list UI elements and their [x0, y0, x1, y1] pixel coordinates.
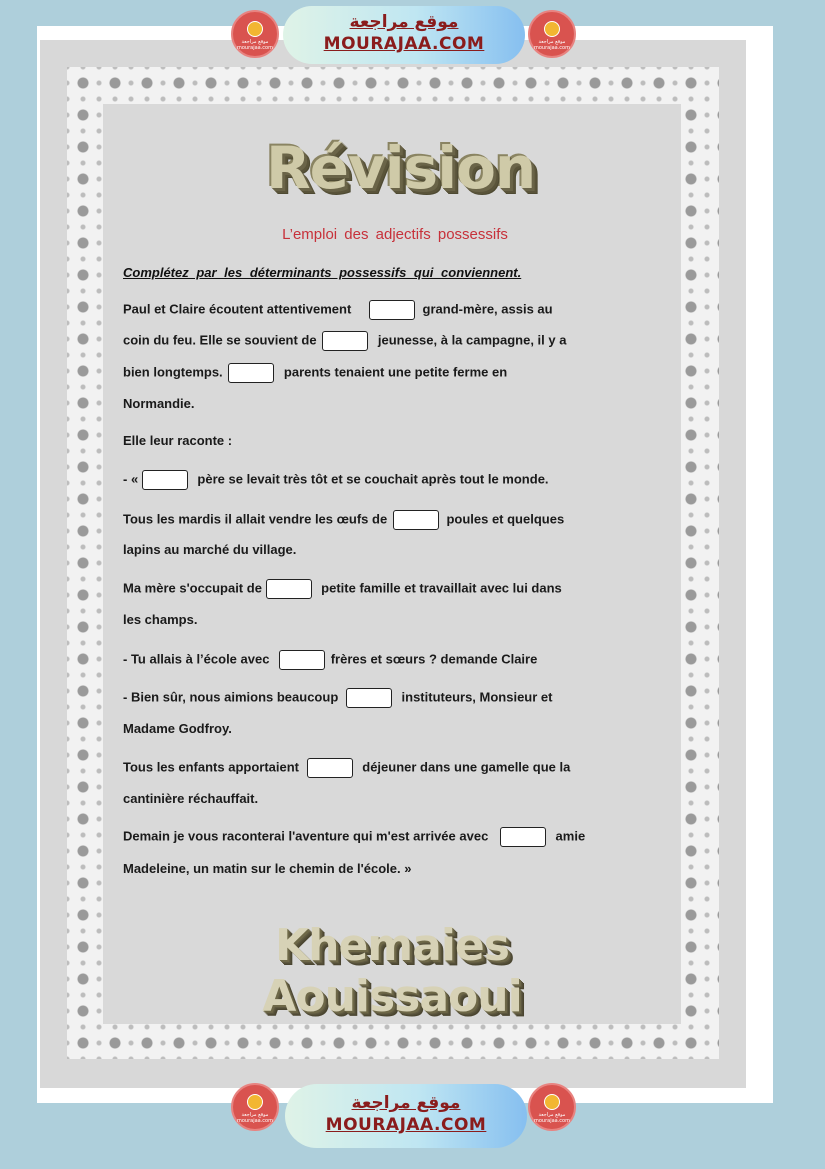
line-text: Ma mère s'occupait de — [123, 580, 262, 596]
exercise-line — [123, 432, 232, 450]
line-text: Tous les enfants apportaient — [123, 759, 300, 775]
answer-blank[interactable] — [500, 827, 546, 847]
author-signature: Khemaies Aouissaoui — [262, 920, 522, 1022]
line-text: Tous les mardis il allait vendre les œufs de — [123, 511, 388, 527]
line-text: les champs. — [123, 612, 198, 627]
exercise-line — [123, 470, 549, 490]
line-text: parents tenaient une petite ferme en — [283, 364, 508, 380]
line-text: petite famille et travaillait avec lui dans — [321, 580, 562, 596]
line-text: frères et sœurs ? demande Claire — [330, 651, 538, 667]
exercise-line — [123, 395, 195, 413]
logo-icon — [247, 21, 263, 37]
answer-blank[interactable] — [142, 470, 188, 490]
site-logo-left-top[interactable] — [231, 10, 279, 58]
exercise-line — [123, 541, 296, 559]
line-text: instituteurs, Monsieur et — [401, 689, 553, 705]
exercise-line — [123, 688, 552, 708]
line-text: grand-mère, assis au — [422, 301, 553, 317]
line-text: déjeuner dans une gamelle que la — [362, 759, 571, 775]
title-block — [266, 128, 536, 212]
line-text: cantinière réchauffait. — [123, 791, 259, 806]
logo-text-arabic: موقع مراجعة — [241, 39, 269, 45]
exercise-line — [123, 860, 411, 878]
subtitle: L’emploi des adjectifs possessifs — [282, 226, 508, 243]
logo-text-arabic: موقع مراجعة — [538, 39, 566, 45]
logo-icon — [544, 21, 560, 37]
answer-blank[interactable] — [369, 300, 415, 320]
exercise-line — [123, 790, 258, 808]
line-text: - « — [123, 471, 139, 487]
answer-blank[interactable] — [266, 579, 312, 599]
answer-blank[interactable] — [346, 688, 392, 708]
exercise-line — [123, 300, 553, 320]
line-text: jeunesse, à la campagne, il y a — [377, 332, 567, 348]
logo-icon — [247, 1094, 263, 1110]
logo-icon — [544, 1094, 560, 1110]
line-text: coin du feu. Elle se souvient de — [123, 332, 317, 348]
line-text: Demain je vous raconterai l'aventure qui m'est arrivée avec — [123, 828, 489, 844]
page-title: Révision — [266, 134, 536, 202]
line-text: Paul et Claire écoutent attentivement — [123, 301, 352, 317]
answer-blank[interactable] — [393, 510, 439, 530]
line-text: père se levait très tôt et se couchait après tout le monde. — [197, 471, 549, 487]
line-text: amie — [555, 828, 586, 844]
instruction: Complétez par les déterminants possessifs qui conviennent. — [123, 265, 522, 280]
banner-arabic-title: موقع مراجعة — [349, 12, 459, 32]
exercise-line — [123, 510, 564, 530]
site-banner-top[interactable] — [283, 6, 525, 64]
exercise-line — [123, 720, 232, 738]
answer-blank[interactable] — [228, 363, 274, 383]
exercise-line — [123, 758, 570, 778]
exercise-line — [123, 611, 197, 629]
site-logo-right-top[interactable] — [528, 10, 576, 58]
answer-blank[interactable] — [322, 331, 368, 351]
line-text: bien longtemps. — [123, 364, 223, 380]
answer-blank[interactable] — [279, 650, 325, 670]
banner-site-link[interactable]: MOURAJAA.COM — [325, 1115, 487, 1135]
banner-arabic-title: موقع مراجعة — [351, 1093, 461, 1113]
exercise-line — [123, 827, 585, 847]
logo-text-arabic: موقع مراجعة — [241, 1112, 269, 1118]
logo-text-site: mourajaa.com — [236, 1118, 273, 1124]
line-text: lapins au marché du village. — [123, 542, 297, 557]
site-logo-right-bottom[interactable] — [528, 1083, 576, 1131]
exercise-line — [123, 363, 507, 383]
banner-site-link[interactable]: MOURAJAA.COM — [323, 34, 485, 54]
line-text: poules et quelques — [446, 511, 565, 527]
exercise-line — [123, 579, 562, 599]
logo-text-arabic: موقع مراجعة — [538, 1112, 566, 1118]
site-banner-bottom[interactable] — [285, 1084, 527, 1148]
line-text: Normandie. — [123, 396, 195, 411]
line-text: - Bien sûr, nous aimions beaucoup — [123, 689, 339, 705]
logo-text-site: mourajaa.com — [236, 45, 273, 51]
line-text: Madame Godfroy. — [123, 721, 232, 736]
answer-blank[interactable] — [307, 758, 353, 778]
line-text: Elle leur raconte : — [123, 433, 233, 448]
line-text: Madeleine, un matin sur le chemin de l'école. » — [123, 861, 412, 876]
exercise-line — [123, 331, 566, 351]
logo-text-site: mourajaa.com — [533, 1118, 570, 1124]
site-logo-left-bottom[interactable] — [231, 1083, 279, 1131]
logo-text-site: mourajaa.com — [533, 45, 570, 51]
exercise-line — [123, 650, 537, 670]
line-text: - Tu allais à l’école avec — [123, 651, 270, 667]
